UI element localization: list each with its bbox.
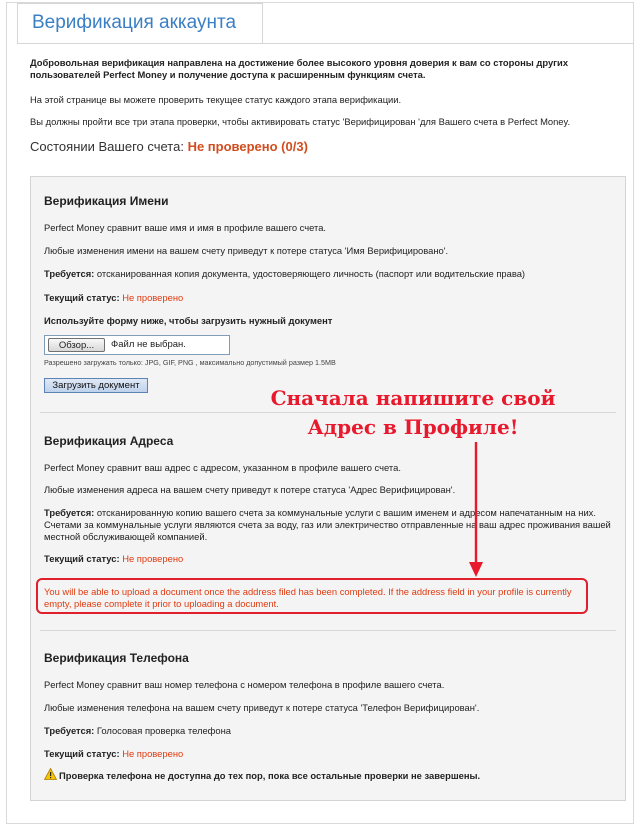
address-notice: You will be able to upload a document once the address filed has been completed. If the address field in your profile is currently empty, please complete it prior to uploading a document.: [44, 586, 572, 609]
name-status: [44, 292, 183, 304]
name-form-hint: Используйте форму ниже, чтобы загрузить нужный документ: [44, 315, 333, 326]
phone-required-label: Требуется:: [44, 725, 95, 736]
address-required-text: отсканированную копию вашего счета за коммунальные услуги с вашим именем и адресом напечатанным на них. Счетами за коммунальные услуги являются счета за воду, газ или электричество отправленные на ваш адрес проживания вашей местной обслуживающей компанией.: [44, 507, 611, 542]
section-divider: [40, 630, 616, 631]
address-desc-2: Любые изменения адреса на вашем счету приведут к потере статуса 'Адрес Верифицирован'.: [44, 484, 456, 495]
phone-status-value: Не проверено: [122, 748, 184, 759]
account-status: [30, 139, 308, 154]
name-required-text: отсканированная копия документа, удостоверяющего личность (паспорт или водительские права): [96, 268, 526, 279]
upload-document-button[interactable]: Загрузить документ: [44, 378, 148, 393]
phone-warning: Проверка телефона не доступна до тех пор, пока все остальные проверки не завершены.: [59, 770, 481, 781]
phone-status-label: Текущий статус:: [44, 748, 120, 759]
name-status-value: Не проверено: [122, 292, 184, 303]
name-status-label: Текущий статус:: [44, 292, 120, 303]
phone-desc-2: Любые изменения телефона на вашем счету приведут к потере статуса 'Телефон Верифицирован'.: [44, 702, 480, 713]
name-desc-1: Perfect Money сравнит ваше имя и имя в профиле вашего счета.: [44, 222, 327, 233]
account-status-value: Не проверено (0/3): [187, 139, 308, 154]
annotation-arrow-icon: [440, 440, 500, 580]
file-note: Разрешено загружать только: JPG, GIF, PNG , максимально допустимый размер 1.5MB: [44, 358, 336, 367]
phone-status: [44, 748, 183, 760]
intro-paragraph-1: Добровольная верификация направлена на достижение более высокого уровня доверия к вам со стороны других пользователей Perfect Money и получение доступа к расширенным функциям счета.: [30, 57, 569, 80]
account-status-label: Состоянии Вашего счета:: [30, 139, 184, 154]
annotation-text: [248, 384, 578, 442]
phone-desc-1: Perfect Money сравнит ваш номер телефона с номером телефона в профиле вашего счета.: [44, 679, 445, 690]
title-underline: [17, 43, 634, 44]
phone-required-text: Голосовая проверка телефона: [96, 725, 231, 736]
address-required: [44, 507, 614, 543]
file-input[interactable]: [44, 335, 230, 355]
intro-paragraph-2: На этой странице вы можете проверить текущее статус каждого этапа верификации.: [30, 94, 402, 105]
name-section-title: Верификация Имени: [44, 194, 169, 208]
file-none-label: Файл не выбран.: [111, 339, 186, 350]
address-status-label: Текущий статус:: [44, 553, 120, 564]
address-required-label: Требуется:: [44, 507, 95, 518]
browse-button[interactable]: Обзор...: [48, 338, 105, 352]
phone-required: [44, 725, 614, 737]
intro-paragraph-3: Вы должны пройти все три этапа проверки, чтобы активировать статус 'Верифицирован 'для Вашего счета в Perfect Money.: [30, 116, 571, 127]
address-status-value: Не проверено: [122, 553, 184, 564]
page-title: Верификация аккаунта: [32, 12, 237, 33]
address-status: [44, 553, 183, 565]
annotation-line-1: Сначала напишите свой: [270, 386, 556, 410]
phone-section-title: Верификация Телефона: [44, 651, 189, 665]
name-desc-2: Любые изменения имени на вашем счету приведут к потере статуса 'Имя Верифицировано'.: [44, 245, 449, 256]
address-section-title: Верификация Адреса: [44, 434, 174, 448]
address-desc-1: Perfect Money сравнит ваш адрес с адресом, указанном в профиле вашего счета.: [44, 462, 401, 473]
annotation-line-2: Адрес в Профиле!: [307, 415, 519, 439]
name-required-label: Требуется:: [44, 268, 95, 279]
name-required: [44, 268, 614, 280]
warning-icon: [44, 768, 57, 780]
